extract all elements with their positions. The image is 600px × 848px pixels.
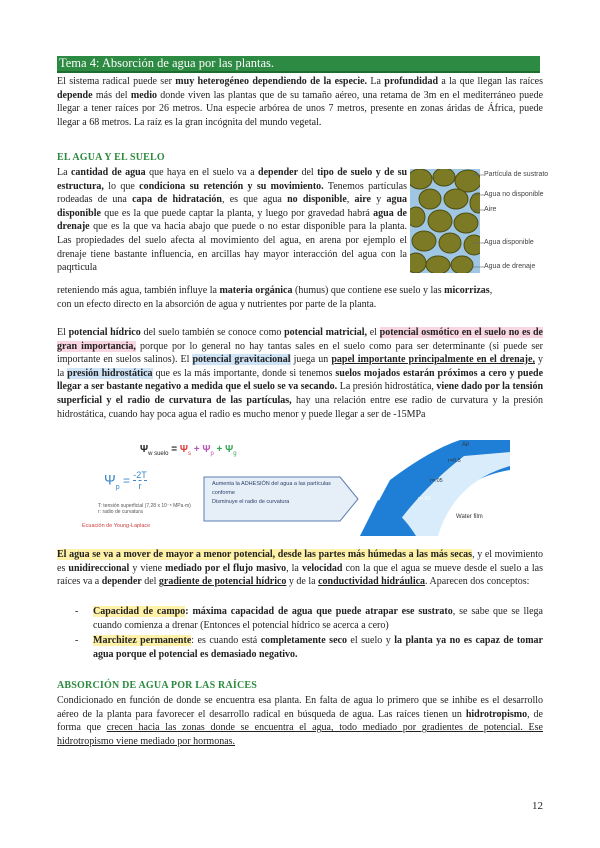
soil-paragraph: La cantidad de agua que haya en el suelo va a depender del tipo de suelo y de su estructura, lo que condiciona su retención y su movimiento. Tenemos partículas rodeadas de una capa de hidratación, es que agua no disponible, aire y agua disponible que es la que puede captar la planta, y luego por gravedad habrá agua de drenaje que es la que va hacia abajo que puede o no estar disponible para la planta. Las propiedades del suelo afecta al movimiento del agua, en arena por ejemplo el drenaje tiene bastante influencia, en arcillas hay mayor interacción del agua con la paqrticula bbox=[57, 167, 408, 274]
list-item: - Marchitez permanente: es cuando está completamente seco el suelo y la planta ya no es capaz de tomar agua porque el potencial es demasiado negativo. bbox=[75, 635, 543, 660]
water-potential-paragraph: El potencial hídrico del suelo también se conoce como potencial matricial, el potencial osmótico en el suelo no es de gran importancia, porque por lo general no hay tantas sales en el suelo como para ser determinante (si puede ser importante en suelos salinos). El potencial gravitacional juega un papel importante principalmente en el drenaje, y la presión hidrostática que es la más importante, donde si tenemos suelos mojados estarán próximos a cero y puede llegar a ser bastante negativo a medida que el suelo se va secando. La presión hidrostática, viene dado por la tensión superficial y el radio de curvatura de las partículas, hay una relación entre ese radio de curvatura y la presión hidrostática, cuando hay poca agua el radio es mucho menor y puede llegar a ser de -15MPa bbox=[57, 327, 544, 420]
soil-paragraph-cont: reteniendo más agua, también influye la materia orgánica (humus) que contiene ese suelo y las micorrizas, con un efecto directo en la absorción de agua y nutrientes por parte de la planta. bbox=[57, 285, 493, 310]
radius-label-1: r=0.5 bbox=[448, 458, 461, 464]
page-number: 12 bbox=[532, 800, 543, 812]
label-agua-no-disponible: Agua no disponible bbox=[484, 191, 544, 198]
page-title-bar bbox=[57, 56, 540, 73]
adhesion-arrow-text: Aumenta la ADHESIÓN del agua a las partículas conforme Disminuye el radio de curvatura bbox=[212, 481, 331, 505]
soil-label-leaders bbox=[472, 167, 492, 275]
page-title: Tema 4: Absorción de agua por las plantas. bbox=[59, 56, 275, 70]
water-film-label: Water film bbox=[456, 514, 483, 520]
soil-potential-equation: $\Psi_{w suelo} = \Psi_s + \Psi_p + \Psi_g$ bbox=[140, 444, 237, 457]
label-particula: Partícula de sustrato bbox=[484, 171, 549, 178]
capillary-diagram bbox=[360, 440, 510, 536]
radius-label-3: r=.01 bbox=[418, 496, 431, 502]
section-heading-agua-suelo: EL AGUA Y EL SUELO bbox=[57, 152, 165, 163]
young-laplace-caption: Ecuación de Young-Laplace bbox=[82, 523, 151, 529]
section-heading-absorcion: ABSORCIÓN DE AGUA POR LAS RAÍCES bbox=[57, 680, 258, 691]
water-movement-paragraph: El agua se va a mover de mayor a menor potencial, desde las partes más húmedas a las más secas, y el movimiento es unidireccional y viene mediado por el flujo masivo, la velocidad con la que el agua se mueve desde el suelo a las raíces va a depender del gradiente de potencial hídrico y de la conductividad hidráulica. Aparecen dos conceptos: bbox=[57, 549, 543, 588]
equation-notes: T: tensión superficial (7,28 x 10⁻⁸ MPa·m) r: radio de curvatura bbox=[98, 503, 191, 515]
label-agua-drenaje: Agua de drenaje bbox=[484, 263, 536, 270]
soil-particles-image bbox=[410, 169, 480, 273]
concepts-list bbox=[57, 605, 543, 661]
potential-figure bbox=[60, 440, 540, 536]
young-laplace-equation: $\Psi_p$ = $\frac{-2T}{r}$ bbox=[104, 470, 147, 491]
label-agua-disponible: Agua disponible bbox=[484, 239, 534, 246]
root-absorption-paragraph: Condicionado en función de donde se encuentra esa planta. En falta de agua lo primero que se inhibe es el desarrollo aéreo de la planta para favorecer el desarrollo radical en búsqueda de agua. Las raíces tienen un hidrotropismo, de forma que crecen hacia las zonas donde se encuentra el agua, todo mediado por gradientes de potencial. Ese hidrotropismo viene mediado por hormonas. bbox=[57, 695, 543, 747]
label-aire: Aire bbox=[484, 206, 497, 213]
list-item: - Capacidad de campo: máxima capacidad de agua que puede atrapar ese sustrato, se sabe que se llega cuando comienza a drenar (Entonces el potencial hídrico se acerca a cero) bbox=[75, 606, 543, 631]
radius-label-2: r=.05 bbox=[430, 478, 443, 484]
intro-paragraph: El sistema radical puede ser muy heterogéneo dependiendo de la especie. La profundidad a la que llegan las raíces depende más del medio donde viven las plantas que de su tamaño aéreo, una retama de 3m en el mediterráneo puede llegar a tener raíces por 26 metros. Una especie arbórea de unos 7 metros, presente en zonas áridas de África, puede llegar a 68 metros. La raíz es la gran incógnita del mundo vegetal. bbox=[57, 76, 544, 128]
air-label: Air bbox=[462, 442, 470, 448]
soil-diagram bbox=[410, 167, 550, 275]
